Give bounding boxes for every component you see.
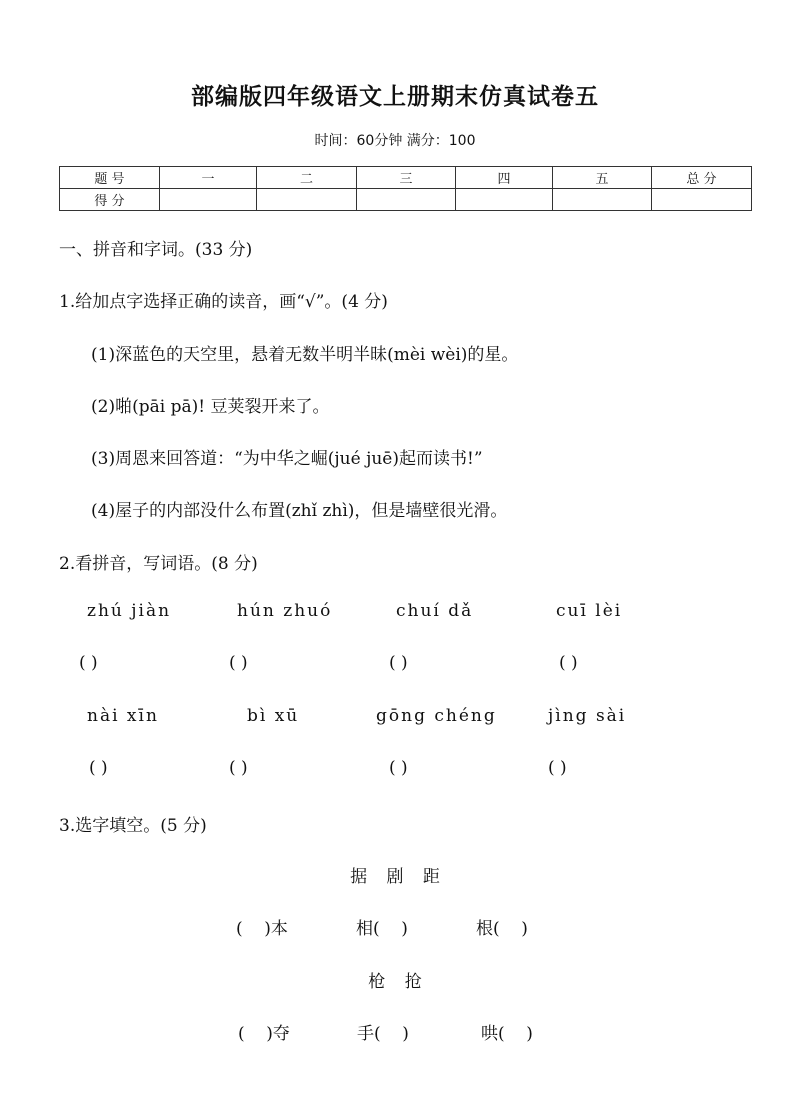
table-cell: 二 xyxy=(257,167,357,189)
table-cell: 四 xyxy=(456,167,553,189)
answer-blank[interactable]: ( ) xyxy=(559,653,578,673)
answer-blank[interactable]: ( ) xyxy=(229,653,248,673)
pinyin-prompt: gōng chéng xyxy=(376,706,497,726)
table-cell: 一 xyxy=(160,167,257,189)
fill-blank[interactable]: ( )夺 xyxy=(238,1024,290,1044)
answer-blank[interactable]: ( ) xyxy=(389,758,408,778)
fill-blank[interactable]: ( )本 xyxy=(236,919,288,939)
table-cell: 得 分 xyxy=(60,189,160,211)
question-1-item: (3)周恩来回答道：“为中华之崛(jué juē)起而读书!” xyxy=(91,449,483,469)
character-choices: 枪 抢 xyxy=(368,972,422,992)
table-cell: 五 xyxy=(553,167,652,189)
pinyin-prompt: jìng sài xyxy=(548,706,627,726)
table-cell: 三 xyxy=(357,167,456,189)
section-heading: 一、拼音和字词。(33 分) xyxy=(59,240,253,260)
question-2-heading: 2.看拼音，写词语。(8 分) xyxy=(59,554,258,574)
answer-blank[interactable]: ( ) xyxy=(229,758,248,778)
exam-info: 时间：60分钟 满分：100 xyxy=(314,133,476,149)
pinyin-prompt: bì xū xyxy=(247,706,300,726)
score-entry-cell[interactable] xyxy=(357,189,456,211)
score-table xyxy=(59,166,752,211)
score-table-score-row xyxy=(60,189,752,211)
pinyin-prompt: zhú jiàn xyxy=(87,601,172,621)
question-1-item: (1)深蓝色的天空里，悬着无数半明半昧(mèi wèi)的星。 xyxy=(91,345,519,365)
answer-blank[interactable]: ( ) xyxy=(79,653,98,673)
table-cell: 题 号 xyxy=(60,167,160,189)
answer-blank[interactable]: ( ) xyxy=(389,653,408,673)
score-entry-cell[interactable] xyxy=(257,189,357,211)
score-entry-cell[interactable] xyxy=(553,189,652,211)
score-entry-cell[interactable] xyxy=(456,189,553,211)
question-1-item: (2)啪(pāi pā)! 豆荚裂开来了。 xyxy=(91,397,330,417)
fill-blank[interactable]: 相( ) xyxy=(356,919,408,939)
score-entry-cell[interactable] xyxy=(652,189,752,211)
character-choices: 据 剧 距 xyxy=(350,867,440,887)
score-entry-cell[interactable] xyxy=(160,189,257,211)
answer-blank[interactable]: ( ) xyxy=(548,758,567,778)
pinyin-prompt: cuī lèi xyxy=(556,601,623,621)
answer-blank[interactable]: ( ) xyxy=(89,758,108,778)
pinyin-prompt: hún zhuó xyxy=(237,601,333,621)
pinyin-prompt: chuí dǎ xyxy=(396,601,474,621)
table-cell: 总 分 xyxy=(652,167,752,189)
question-1-heading: 1.给加点字选择正确的读音，画“√”。(4 分) xyxy=(59,292,388,312)
fill-blank[interactable]: 手( ) xyxy=(357,1024,409,1044)
question-3-heading: 3.选字填空。(5 分) xyxy=(59,816,207,836)
fill-blank[interactable]: 根( ) xyxy=(476,919,528,939)
page-title: 部编版四年级语文上册期末仿真试卷五 xyxy=(191,84,599,110)
question-1-item: (4)屋子的内部没什么布置(zhǐ zhì)，但是墙壁很光滑。 xyxy=(91,501,508,521)
score-table-header-row xyxy=(60,167,752,189)
pinyin-prompt: nài xīn xyxy=(87,706,159,726)
fill-blank[interactable]: 哄( ) xyxy=(481,1024,533,1044)
